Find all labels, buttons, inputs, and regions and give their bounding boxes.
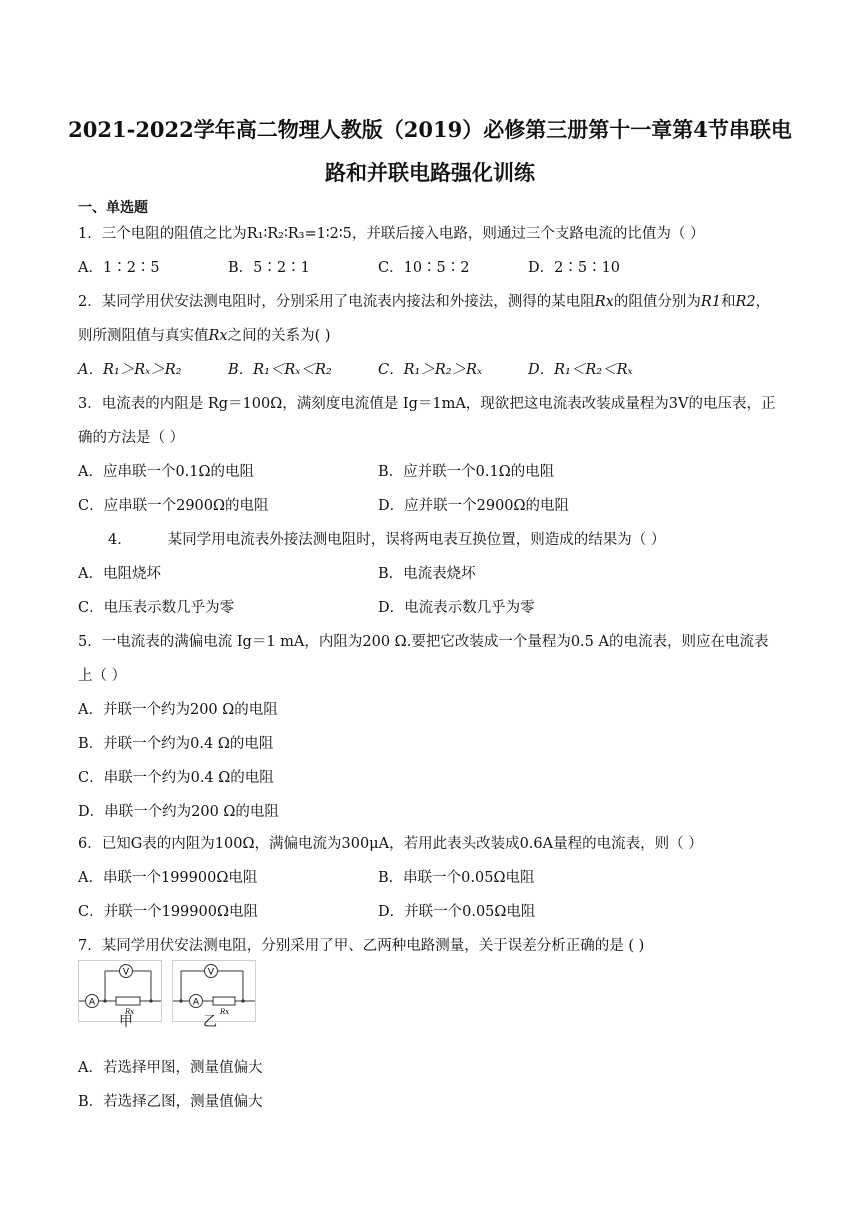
document-title-line-2: 路和并联电路强化训练 <box>325 160 535 185</box>
junction-dot <box>241 999 244 1002</box>
voltmeter-label: V <box>122 967 130 978</box>
junction-dot <box>179 999 182 1002</box>
junction-dot <box>103 999 106 1002</box>
q4-number: 4． <box>108 532 132 548</box>
q7-option-a: A．若选择甲图，测量值偏大 <box>78 1060 263 1076</box>
figure-label-jia: 甲 <box>119 1014 133 1030</box>
q4-option-b: B．电流表烧坏 <box>378 566 476 582</box>
q2-text-a: 2．某同学用伏安法测电阻时，分别采用了电流表内接法和外接法，测得的某电阻 <box>78 294 595 310</box>
q2-r2: R2 <box>735 294 756 310</box>
question-2-stem-line-1 <box>78 292 770 312</box>
question-7-stem: 7．某同学用伏安法测电阻，分别采用了甲、乙两种电路测量，关于误差分析正确的是 ( ) <box>78 938 645 954</box>
q2-option-c: C．R₁＞R₂＞Rₓ <box>378 362 483 378</box>
resistor-label: Rx <box>220 1008 230 1016</box>
q6-option-b: B．串联一个0.05Ω电阻 <box>378 870 535 886</box>
q1-option-b: B．5∶2∶1 <box>228 260 310 276</box>
resistor-icon <box>213 997 235 1005</box>
q3-option-b: B．应并联一个0.1Ω的电阻 <box>378 464 555 480</box>
q4-option-c: C．电压表示数几乎为零 <box>78 600 235 616</box>
circuit-diagram-yi <box>172 960 256 1030</box>
junction-dot <box>149 999 152 1002</box>
q2-text-b: 的阻值分别为 <box>613 294 701 310</box>
q2-option-a: A．R₁＞Rₓ＞R₂ <box>78 362 182 378</box>
question-5-stem-line-1: 5．一电流表的满偏电流 Ig＝1 mA，内阻为200 Ω.要把它改装成一个量程为0.5 A的电流表，则应在电流表 <box>78 634 769 650</box>
q3-option-a: A．应串联一个0.1Ω的电阻 <box>78 464 255 480</box>
q5-option-d: D．串联一个约为200 Ω的电阻 <box>78 804 279 820</box>
q1-option-a: A．1∶2∶5 <box>78 260 160 276</box>
voltmeter-label: V <box>207 967 215 978</box>
q4-option-a: A．电阻烧坏 <box>78 566 161 582</box>
q7-option-b: B．若选择乙图，测量值偏大 <box>78 1094 263 1110</box>
question-3-stem-line-1: 3．电流表的内阻是 Rg＝100Ω，满刻度电流值是 Ig＝1mA，现欲把这电流表改装成量程为3V的电压表，正 <box>78 396 776 412</box>
q5-option-a: A．并联一个约为200 Ω的电阻 <box>78 702 278 718</box>
document-title-line-1: 2021-2022学年高二物理人教版（2019）必修第三册第十一章第4节串联电 <box>68 117 792 142</box>
resistor-label: Rx <box>125 1008 135 1016</box>
q2-r1: R1 <box>700 294 721 310</box>
q2-rx-2: Rx <box>208 328 228 344</box>
q4-option-d: D．电流表示数几乎为零 <box>378 600 535 616</box>
resistor-icon <box>116 997 140 1005</box>
q2-comma: ， <box>755 294 771 310</box>
question-6-stem: 6．已知G表的内阻为100Ω，满偏电流为300μA，若用此表头改装成0.6A量程的电流表，则（ ） <box>78 836 703 852</box>
q2-text-c: 则所测阻值与真实值 <box>78 328 209 344</box>
question-5-stem-line-2: 上（ ） <box>78 668 127 684</box>
question-2-stem-line-2 <box>78 326 331 346</box>
ammeter-label: A <box>88 997 96 1008</box>
figure-label-yi: 乙 <box>203 1014 217 1030</box>
q5-option-c: C．串联一个约为0.4 Ω的电阻 <box>78 770 274 786</box>
section-heading: 一、单选题 <box>78 200 148 216</box>
q2-option-b: B．R₁＜Rₓ＜R₂ <box>228 362 332 378</box>
q6-option-a: A．串联一个199900Ω电阻 <box>78 870 258 886</box>
q5-option-b: B．并联一个约为0.4 Ω的电阻 <box>78 736 274 752</box>
q4-text: 某同学用电流表外接法测电阻时，误将两电表互换位置，则造成的结果为（ ） <box>167 532 666 548</box>
question-3-stem-line-2: 确的方法是（ ） <box>78 430 185 446</box>
ammeter-label: A <box>192 997 200 1008</box>
q1-option-d: D．2∶5∶10 <box>528 260 621 276</box>
q2-and: 和 <box>721 294 736 310</box>
question-1-stem: 1．三个电阻的阻值之比为R₁∶R₂∶R₃=1∶2∶5，并联后接入电路，则通过三个支路电流的比值为（ ） <box>78 226 705 242</box>
q2-rx: Rx <box>594 294 614 310</box>
circuit-diagram-jia <box>78 960 162 1030</box>
q1-option-c: C．10∶5∶2 <box>378 260 470 276</box>
q3-option-c: C．应串联一个2900Ω的电阻 <box>78 498 269 514</box>
q2-text-d: 之间的关系为( ) <box>227 328 331 344</box>
q3-option-d: D．应并联一个2900Ω的电阻 <box>378 498 570 514</box>
q2-option-d: D．R₁＜R₂＜Rₓ <box>528 362 633 378</box>
q6-option-c: C．并联一个199900Ω电阻 <box>78 904 258 920</box>
question-4-stem <box>108 530 665 550</box>
q6-option-d: D．并联一个0.05Ω电阻 <box>378 904 536 920</box>
